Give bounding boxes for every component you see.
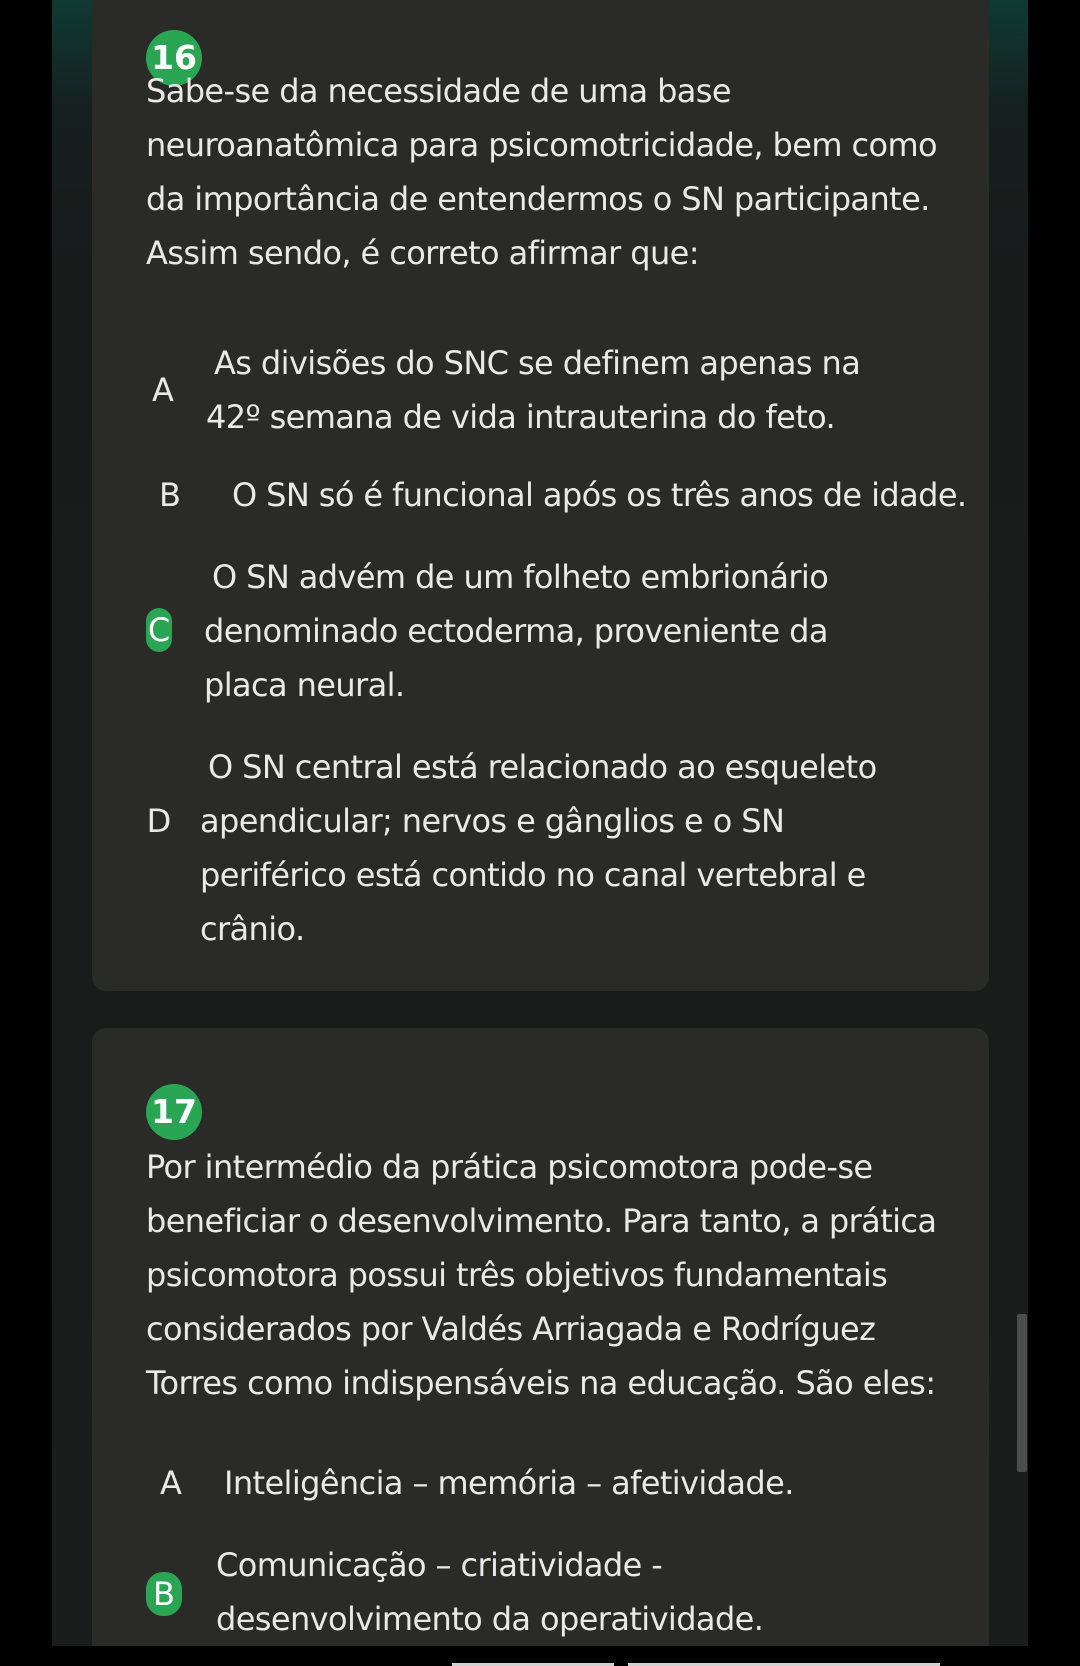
question-text: Sabe-se da necessidade de uma base neuroanatômica para psicomotricidade, bem como da importância de entendermos o SN participante. Assim sendo, é correto afirmar que: xyxy=(146,72,938,272)
question-number-badge: 17 xyxy=(146,1084,202,1140)
option-letter-selected: B xyxy=(146,1572,182,1616)
option-text: Comunicação – criatividade - desenvolvimento da operatividade. xyxy=(216,1546,764,1638)
option-b[interactable] xyxy=(146,1538,946,1646)
option-letter-selected: C xyxy=(146,608,172,652)
option-d[interactable] xyxy=(146,740,946,948)
question-text: Por intermédio da prática psicomotora pode-se beneficiar o desenvolvimento. Para tanto, a prática psicomotora possui três objetivos fundamentais considerados por Valdés Arriagada e Rodríguez Torres como indispensáveis na educação. São eles: xyxy=(146,1148,937,1402)
option-text: Inteligência – memória – afetividade. xyxy=(224,1464,794,1502)
question-card-16 xyxy=(92,0,989,991)
option-text: O SN advém de um folheto embrionário denominado ectoderma, proveniente da placa neural. xyxy=(204,558,829,704)
question-card-17 xyxy=(92,1028,989,1646)
option-b[interactable] xyxy=(146,468,967,522)
option-a[interactable] xyxy=(146,336,946,448)
option-text: O SN só é funcional após os três anos de idade. xyxy=(232,476,967,514)
option-text: O SN central está relacionado ao esqueleto apendicular; nervos e gânglios e o SN periférico está contido no canal vertebral e crânio. xyxy=(200,748,877,948)
scrollbar-thumb[interactable] xyxy=(1017,1314,1027,1472)
option-letter: A xyxy=(160,1464,182,1502)
option-text: As divisões do SNC se definem apenas na 42º semana de vida intrauterina do feto. xyxy=(206,344,861,436)
option-a[interactable] xyxy=(146,1456,946,1510)
option-letter: A xyxy=(152,371,174,409)
option-c[interactable] xyxy=(146,550,946,712)
question-number-badge: 16 xyxy=(146,30,202,86)
quiz-screen xyxy=(52,0,1028,1646)
option-letter: B xyxy=(159,476,181,514)
option-letter: D xyxy=(146,802,172,840)
